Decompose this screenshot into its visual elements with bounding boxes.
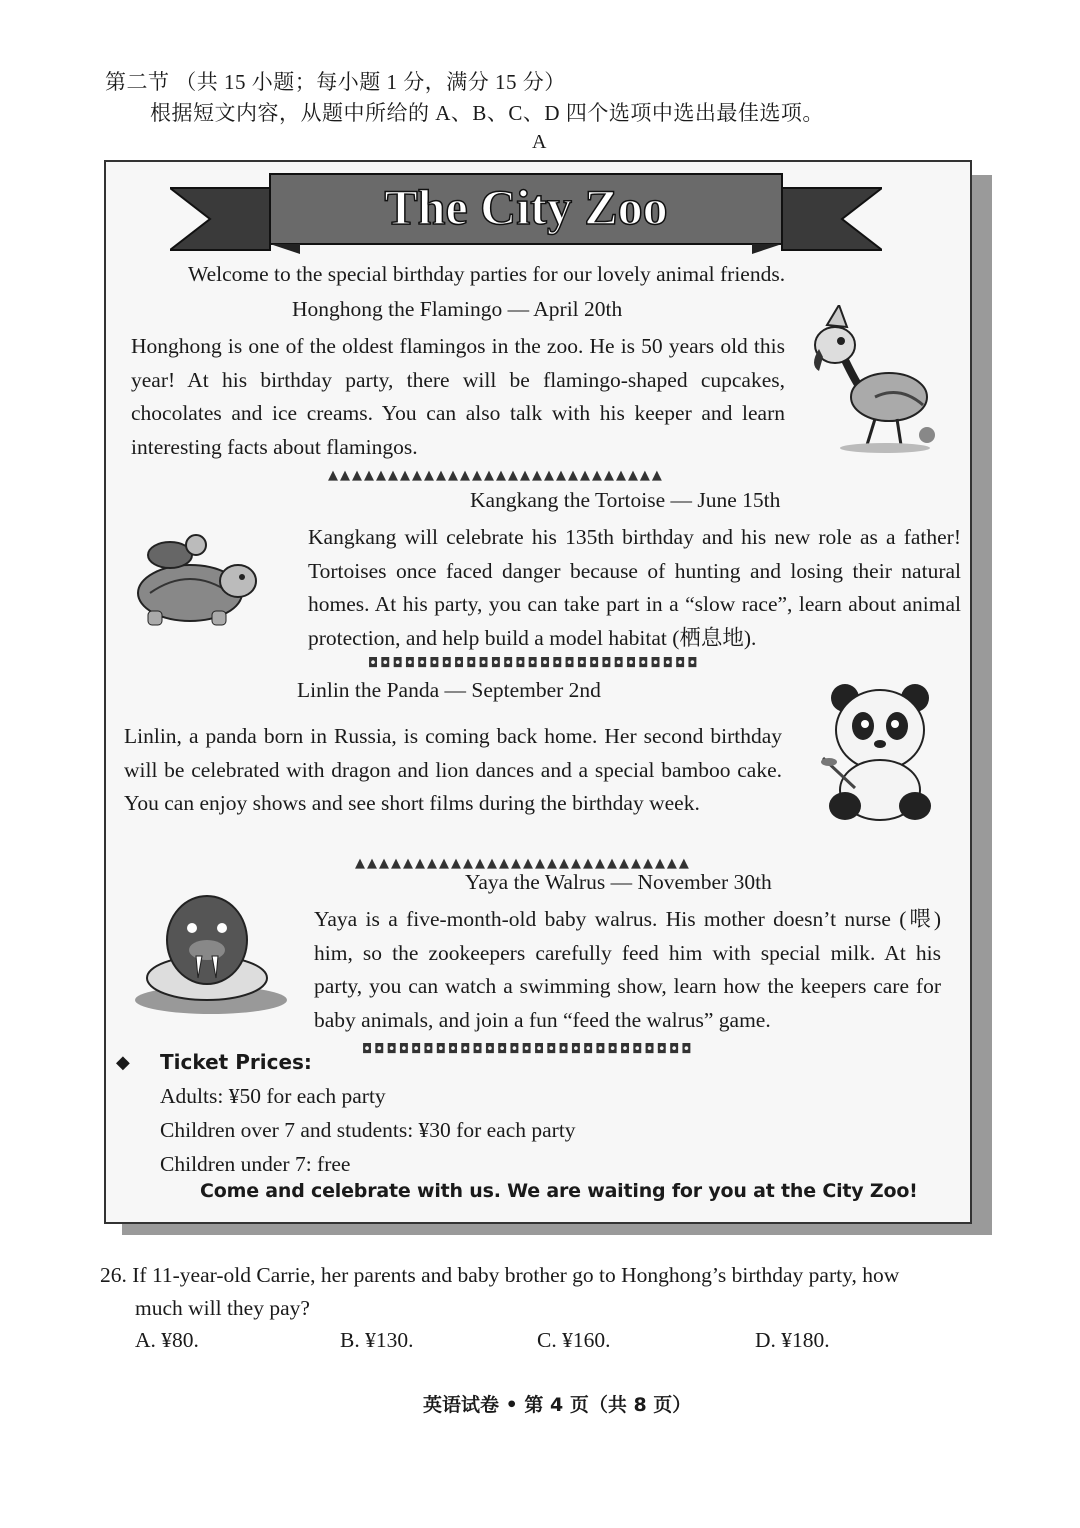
walrus-icon — [132, 890, 290, 1020]
section-instructions: 根据短文内容，从题中所给的 A、B、C、D 四个选项中选出最佳选项。 — [150, 101, 824, 125]
ticket-heading: Ticket Prices: — [160, 1050, 312, 1074]
divider-cups: ◘◘◘◘◘◘◘◘◘◘◘◘◘◘◘◘◘◘◘◘◘◘◘◘◘◘◘ — [362, 1042, 694, 1057]
tortoise-title: Kangkang the Tortoise — June 15th — [470, 488, 781, 512]
tortoise-icon — [130, 525, 265, 630]
price-children-under-7: Children under 7: free — [160, 1152, 351, 1176]
title-banner — [170, 170, 882, 260]
flamingo-icon — [805, 305, 945, 455]
divider-triangles: ▲▲▲▲▲▲▲▲▲▲▲▲▲▲▲▲▲▲▲▲▲▲▲▲▲▲▲▲ — [355, 856, 691, 871]
option-b: B. ¥130. — [340, 1328, 414, 1352]
poster-title: The City Zoo — [384, 179, 668, 235]
diamond-bullet-icon: ◆ — [116, 1052, 130, 1072]
option-d: D. ¥180. — [755, 1328, 830, 1352]
question-stem: 26. If 11-year-old Carrie, her parents and baby brother go to Honghong’s birthday party, how — [100, 1263, 900, 1287]
divider-triangles: ▲▲▲▲▲▲▲▲▲▲▲▲▲▲▲▲▲▲▲▲▲▲▲▲▲▲▲▲ — [328, 468, 664, 483]
price-adults: Adults: ¥50 for each party — [160, 1084, 386, 1108]
page-footer: 英语试卷 • 第 4 页（共 8 页） — [423, 1394, 692, 1416]
walrus-title: Yaya the Walrus — November 30th — [465, 870, 772, 894]
closing-line: Come and celebrate with us. We are waiting for you at the City Zoo! — [200, 1180, 918, 1202]
panda-text: Linlin, a panda born in Russia, is coming back home. Her second birthday will be celebrated with dragon and lion dances and a special bamboo cake. You can enjoy shows and see short films during the birthday week. — [124, 724, 782, 815]
panda-title: Linlin the Panda — September 2nd — [297, 678, 601, 702]
passage-letter: A — [532, 131, 547, 153]
divider-cups: ◘◘◘◘◘◘◘◘◘◘◘◘◘◘◘◘◘◘◘◘◘◘◘◘◘◘◘ — [368, 656, 700, 671]
flamingo-text: Honghong is one of the oldest flamingos in the zoo. He is 50 years old this year! At his birthday party, there will be flamingo-shaped cupcakes, chocolates and ice creams. You can also talk with his keeper and learn interesting facts about flamingos. — [131, 334, 785, 459]
welcome-text: Welcome to the special birthday parties for our lovely animal friends. — [188, 262, 786, 286]
tortoise-text: Kangkang will celebrate his 135th birthday and his new role as a father! Tortoises once faced danger because of hunting and losing their natural homes. At his party, you can take part in a “slow race”, learn about animal protection, and help build a model habitat (栖息地). — [308, 525, 961, 650]
flamingo-title: Honghong the Flamingo — April 20th — [292, 297, 623, 321]
panda-icon — [815, 678, 945, 826]
walrus-text: Yaya is a five-month-old baby walrus. His mother doesn’t nurse (喂) him, so the zookeepers carefully feed him with special milk. At his party, you can watch a swimming show, learn how the keepers care for baby animals, and join a fun “feed the walrus” game. — [314, 907, 941, 1032]
option-a: A. ¥80. — [135, 1328, 199, 1352]
price-children-students: Children over 7 and students: ¥30 for each party — [160, 1118, 576, 1142]
question-stem-cont: much will they pay? — [135, 1296, 310, 1320]
section-heading: 第二节 （共 15 小题；每小题 1 分，满分 15 分） — [105, 70, 566, 94]
option-c: C. ¥160. — [537, 1328, 611, 1352]
